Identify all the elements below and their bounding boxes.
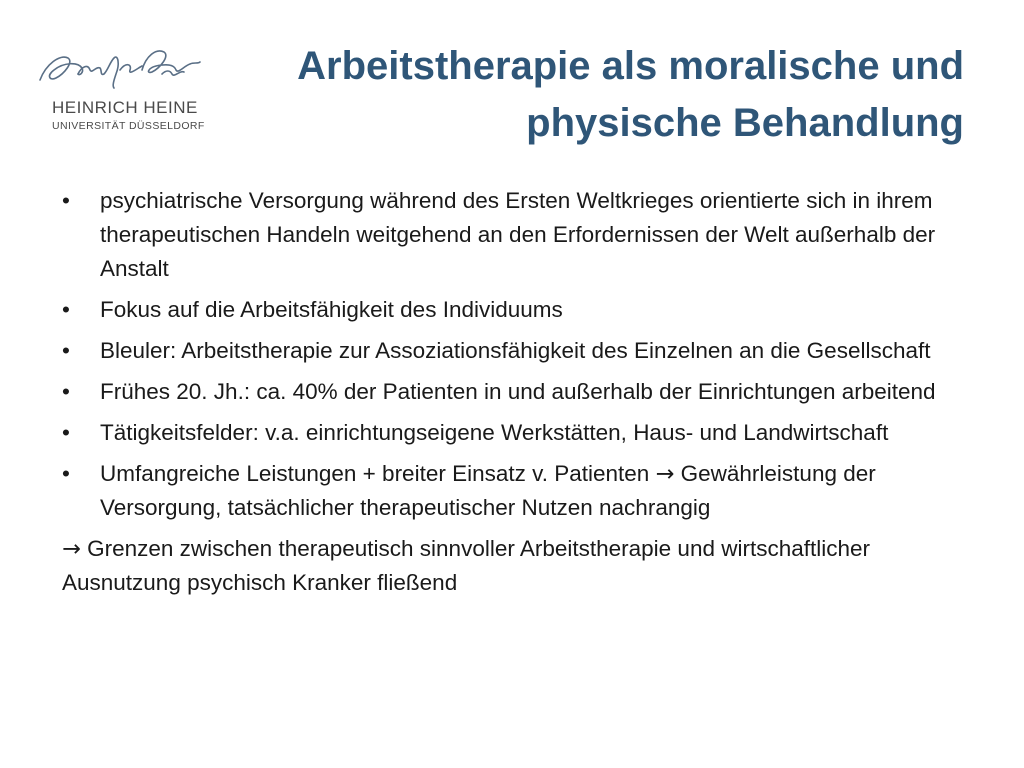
bullet-icon: • [62, 379, 70, 404]
bullet-list [62, 184, 962, 525]
arrow-right-icon: → [62, 536, 81, 562]
bullet-item [62, 293, 962, 327]
bullet-text-part: Umfangreiche Leistungen + breiter Einsatz v. Patienten [100, 461, 656, 486]
conclusion-text [62, 532, 962, 600]
bullet-icon: • [62, 461, 70, 486]
bullet-text-part: Gewährleistung der Versorgung, tatsächlicher therapeutischer Nutzen nachrangig [100, 461, 876, 520]
bullet-item [62, 375, 962, 409]
signature-logo-icon [34, 40, 204, 96]
slide-title [204, 38, 964, 152]
bullet-item [62, 184, 962, 286]
bullet-icon: • [62, 297, 70, 322]
bullet-icon: • [62, 338, 70, 363]
bullet-text: Fokus auf die Arbeitsfähigkeit des Individuums [100, 297, 563, 322]
bullet-item [62, 416, 962, 450]
logo-university-name: HEINRICH HEINE [52, 98, 198, 117]
slide-title-line-2: physische Behandlung [526, 101, 964, 145]
slide-title-line-1: Arbeitstherapie als moralische und [297, 44, 964, 88]
bullet-text [100, 461, 876, 520]
bullet-icon: • [62, 420, 70, 445]
bullet-text: Tätigkeitsfelder: v.a. einrichtungseigene Werkstätten, Haus- und Landwirtschaft [100, 420, 889, 445]
logo-university-subtitle: UNIVERSITÄT DÜSSELDORF [52, 120, 205, 132]
bullet-text: psychiatrische Versorgung während des Ersten Weltkrieges orientierte sich in ihrem therapeutischen Handeln weitgehend an den Erfordernissen der Welt außerhalb der Anstalt [100, 188, 936, 281]
bullet-text: Frühes 20. Jh.: ca. 40% der Patienten in und außerhalb der Einrichtungen arbeitend [100, 379, 936, 404]
bullet-item [62, 457, 962, 525]
arrow-right-icon: → [655, 461, 675, 487]
bullet-text: Bleuler: Arbeitstherapie zur Assoziationsfähigkeit des Einzelnen an die Gesellschaft [100, 338, 931, 363]
university-logo [30, 36, 210, 136]
bullet-item [62, 334, 962, 368]
bullet-icon: • [62, 188, 70, 213]
conclusion-body: Grenzen zwischen therapeutisch sinnvoller Arbeitstherapie und wirtschaftlicher Ausnutzung psychisch Kranker fließend [62, 536, 871, 595]
slide-content [62, 184, 962, 600]
